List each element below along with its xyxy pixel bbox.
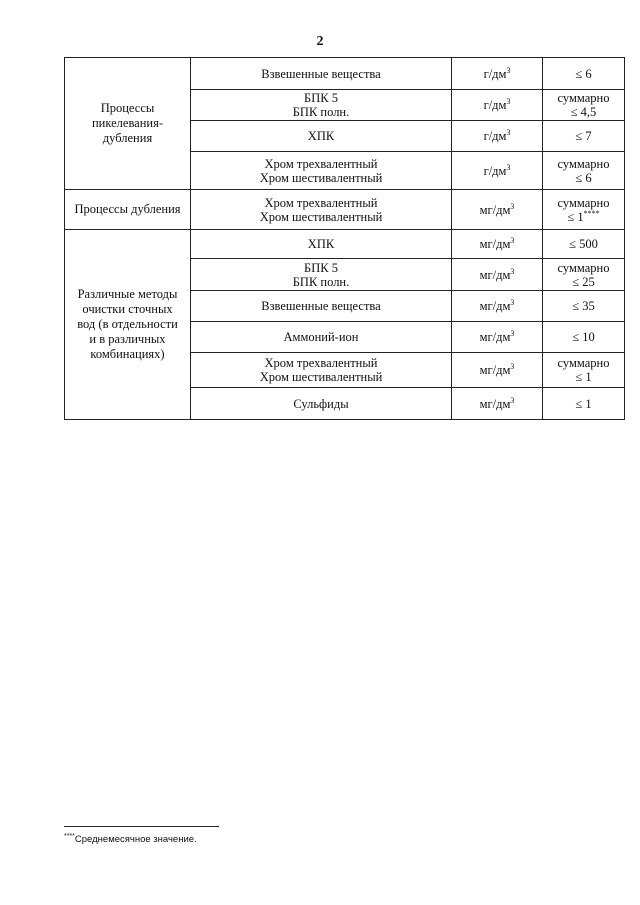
norm-line bbox=[546, 171, 621, 185]
norm-cell bbox=[543, 388, 625, 420]
process-line: и в различных bbox=[89, 332, 166, 346]
process-line: Различные методы bbox=[77, 287, 178, 301]
norm-line bbox=[546, 105, 621, 119]
unit-text: г/дм bbox=[483, 129, 507, 143]
norm-value: ≤ 10 bbox=[572, 330, 595, 344]
norm-line bbox=[546, 237, 621, 251]
norm-line bbox=[546, 210, 621, 224]
table-row bbox=[65, 58, 625, 90]
norm-line bbox=[546, 157, 621, 171]
substance-cell bbox=[191, 322, 452, 353]
unit-cell bbox=[452, 353, 543, 388]
substance-line: Хром трехвалентный bbox=[264, 356, 378, 370]
unit-cell bbox=[452, 291, 543, 322]
substance-line: Хром шестивалентный bbox=[259, 170, 383, 185]
substance-line: Хром трехвалентный bbox=[264, 195, 378, 210]
unit-exponent: 3 bbox=[510, 395, 515, 405]
process-cell bbox=[65, 58, 191, 190]
norm-value: ≤ 500 bbox=[569, 237, 598, 251]
norm-line bbox=[546, 397, 621, 411]
substance-line: Аммоний-ион bbox=[283, 330, 359, 344]
unit-text: г/дм bbox=[483, 163, 507, 178]
unit-cell bbox=[452, 388, 543, 420]
substance-line: БПК полн. bbox=[292, 105, 350, 119]
substance-cell bbox=[191, 259, 452, 291]
norm-value: ≤ 4,5 bbox=[570, 105, 597, 119]
unit-text: мг/дм bbox=[479, 267, 511, 282]
unit-text: г/дм bbox=[483, 98, 507, 112]
substance-line: ХПК bbox=[307, 237, 335, 251]
unit-cell bbox=[452, 190, 543, 230]
norm-value: ≤ 7 bbox=[575, 129, 592, 143]
unit-exponent: 3 bbox=[510, 266, 515, 276]
unit-exponent: 3 bbox=[510, 328, 515, 338]
substance-cell bbox=[191, 121, 452, 152]
footnote-reference: **** bbox=[583, 208, 600, 218]
process-line: пикелевания- bbox=[91, 116, 164, 130]
unit-exponent: 3 bbox=[510, 235, 515, 245]
unit-text: мг/дм bbox=[479, 237, 511, 251]
process-line: вод (в отдельности bbox=[77, 317, 178, 331]
unit-text: мг/дм bbox=[479, 330, 511, 344]
unit-exponent: 3 bbox=[510, 297, 515, 307]
substance-cell bbox=[191, 190, 452, 230]
substance-cell bbox=[191, 90, 452, 121]
norm-line bbox=[546, 129, 621, 143]
substance-line: Взвешенные вещества bbox=[261, 66, 381, 81]
process-cell bbox=[65, 190, 191, 230]
footnote-divider bbox=[64, 826, 219, 827]
norm-value: суммарно bbox=[557, 260, 610, 275]
substance-cell bbox=[191, 291, 452, 322]
norm-value: ≤ 1 bbox=[575, 396, 592, 411]
norm-line bbox=[546, 356, 621, 370]
unit-text: мг/дм bbox=[479, 396, 511, 411]
footnote bbox=[64, 834, 197, 845]
norm-value: ≤ 1 bbox=[575, 370, 592, 384]
unit-cell bbox=[452, 322, 543, 353]
norm-line bbox=[546, 261, 621, 275]
substance-line: Сульфиды bbox=[293, 396, 349, 411]
substance-cell bbox=[191, 58, 452, 90]
unit-text: мг/дм bbox=[479, 363, 511, 377]
unit-cell bbox=[452, 230, 543, 259]
process-line: комбинациях) bbox=[90, 347, 165, 361]
norm-value: суммарно bbox=[557, 356, 610, 370]
norm-line bbox=[546, 67, 621, 81]
footnote-marker: **** bbox=[64, 832, 75, 840]
table-row bbox=[65, 190, 625, 230]
process-line: Процессы дубления bbox=[74, 202, 181, 216]
substance-cell bbox=[191, 388, 452, 420]
norm-line bbox=[546, 330, 621, 344]
unit-text: мг/дм bbox=[479, 202, 511, 217]
substance-line: Хром шестивалентный bbox=[259, 370, 383, 384]
unit-exponent: 3 bbox=[506, 162, 511, 172]
norm-cell bbox=[543, 152, 625, 190]
substance-line: БПК 5 bbox=[304, 260, 338, 275]
process-cell bbox=[65, 230, 191, 420]
process-line: дубления bbox=[102, 131, 153, 145]
norm-line bbox=[546, 370, 621, 384]
norm-cell bbox=[543, 190, 625, 230]
norm-cell bbox=[543, 121, 625, 152]
unit-exponent: 3 bbox=[510, 201, 515, 211]
unit-exponent: 3 bbox=[506, 127, 511, 137]
substance-line: ХПК bbox=[307, 129, 335, 143]
substance-line: Хром трехвалентный bbox=[264, 156, 378, 171]
norm-cell bbox=[543, 230, 625, 259]
unit-cell bbox=[452, 121, 543, 152]
process-line: Процессы bbox=[100, 101, 155, 115]
process-line: очистки сточных bbox=[82, 302, 173, 316]
substance-cell bbox=[191, 353, 452, 388]
unit-cell bbox=[452, 259, 543, 291]
unit-exponent: 3 bbox=[510, 361, 515, 371]
norm-value: ≤ 1 bbox=[567, 209, 584, 224]
norm-line bbox=[546, 275, 621, 289]
substance-line: Взвешенные вещества bbox=[261, 299, 381, 313]
substance-cell bbox=[191, 230, 452, 259]
norm-value: ≤ 35 bbox=[572, 299, 595, 313]
norm-cell bbox=[543, 322, 625, 353]
page-number: 2 bbox=[316, 34, 324, 49]
footnote-text: Среднемесячное значение. bbox=[74, 834, 197, 845]
unit-exponent: 3 bbox=[506, 65, 511, 75]
substance-line: Хром шестивалентный bbox=[259, 209, 383, 224]
substance-line: БПК полн. bbox=[292, 274, 350, 289]
substance-cell bbox=[191, 152, 452, 190]
unit-cell bbox=[452, 58, 543, 90]
norm-line bbox=[546, 91, 621, 105]
norm-value: ≤ 6 bbox=[575, 170, 592, 185]
norm-cell bbox=[543, 353, 625, 388]
norm-line bbox=[546, 299, 621, 313]
unit-cell bbox=[452, 152, 543, 190]
norm-value: суммарно bbox=[557, 91, 610, 105]
unit-exponent: 3 bbox=[506, 96, 511, 106]
norm-cell bbox=[543, 90, 625, 121]
norm-value: ≤ 25 bbox=[572, 274, 595, 289]
norms-table bbox=[64, 57, 625, 420]
norm-cell bbox=[543, 291, 625, 322]
unit-cell bbox=[452, 90, 543, 121]
norms-table-body bbox=[65, 58, 625, 420]
norm-cell bbox=[543, 259, 625, 291]
substance-line: БПК 5 bbox=[304, 91, 338, 105]
norm-value: ≤ 6 bbox=[575, 66, 592, 81]
norm-cell bbox=[543, 58, 625, 90]
norm-value: суммарно bbox=[557, 156, 610, 171]
norm-value: суммарно bbox=[557, 195, 610, 210]
unit-text: г/дм bbox=[483, 66, 507, 81]
unit-text: мг/дм bbox=[479, 299, 511, 313]
table-row bbox=[65, 230, 625, 259]
